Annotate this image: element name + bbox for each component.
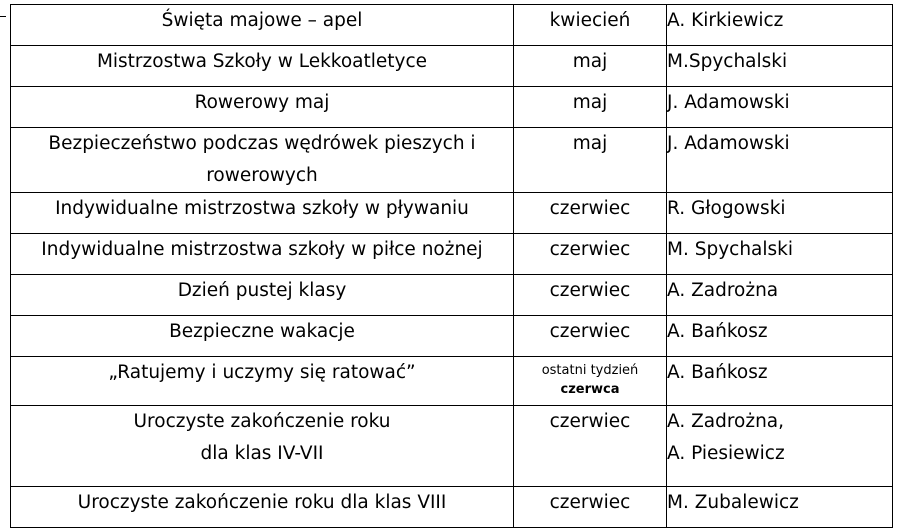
month-cell: czerwiec xyxy=(514,234,667,275)
event-cell: Bezpieczne wakacje xyxy=(11,316,514,357)
event-cell: Mistrzostwa Szkoły w Lekkoatletyce xyxy=(11,46,514,87)
schedule-table xyxy=(10,4,893,528)
month-cell: czerwiec xyxy=(514,316,667,357)
person-line: A. Piesiewicz xyxy=(667,443,785,464)
event-cell: Rowerowy maj xyxy=(11,87,514,128)
table-row xyxy=(11,234,893,275)
event-cell: Święta majowe – apel xyxy=(11,5,514,46)
event-cell xyxy=(11,406,514,487)
table-row xyxy=(11,5,893,46)
table-row xyxy=(11,406,893,487)
table-row xyxy=(11,128,893,193)
month-cell: maj xyxy=(514,46,667,87)
person-cell xyxy=(667,406,893,487)
event-cell: Dzień pustej klasy xyxy=(11,275,514,316)
month-cell: czerwiec xyxy=(514,193,667,234)
table-row xyxy=(11,316,893,357)
event-line: dla klas IV-VII xyxy=(200,443,324,464)
table-row xyxy=(11,46,893,87)
table-row xyxy=(11,487,893,528)
event-cell: Uroczyste zakończenie roku dla klas VIII xyxy=(11,487,514,528)
person-cell: A. Bańkosz xyxy=(667,357,893,406)
event-cell: Indywidualne mistrzostwa szkoły w piłce nożnej xyxy=(11,234,514,275)
table-row xyxy=(11,87,893,128)
person-cell: J. Adamowski xyxy=(667,128,893,193)
person-cell: A. Kirkiewicz xyxy=(667,5,893,46)
person-cell: M. Spychalski xyxy=(667,234,893,275)
person-cell: R. Głogowski xyxy=(667,193,893,234)
person-cell: M.Spychalski xyxy=(667,46,893,87)
month-cell: kwiecień xyxy=(514,5,667,46)
month-line: ostatni tydzień xyxy=(541,363,639,378)
event-line: Bezpieczeństwo podczas wędrówek pieszych i xyxy=(48,133,476,154)
event-line: Uroczyste zakończenie roku xyxy=(133,411,391,432)
person-cell: A. Bańkosz xyxy=(667,316,893,357)
table-row xyxy=(11,357,893,406)
month-cell: czerwiec xyxy=(514,487,667,528)
edge-mark xyxy=(0,16,6,17)
person-cell: M. Zubalewicz xyxy=(667,487,893,528)
event-cell: Indywidualne mistrzostwa szkoły w pływaniu xyxy=(11,193,514,234)
month-cell: maj xyxy=(514,87,667,128)
month-cell xyxy=(514,357,667,406)
month-cell: maj xyxy=(514,128,667,193)
person-line: A. Zadrożna, xyxy=(667,411,785,432)
table-row xyxy=(11,193,893,234)
person-cell: J. Adamowski xyxy=(667,87,893,128)
person-cell: A. Zadrożna xyxy=(667,275,893,316)
month-line: czerwca xyxy=(560,382,620,397)
event-cell: „Ratujemy i uczymy się ratować” xyxy=(11,357,514,406)
month-cell: czerwiec xyxy=(514,275,667,316)
event-line: rowerowych xyxy=(206,165,318,186)
month-cell: czerwiec xyxy=(514,406,667,487)
table-row xyxy=(11,275,893,316)
event-cell xyxy=(11,128,514,193)
